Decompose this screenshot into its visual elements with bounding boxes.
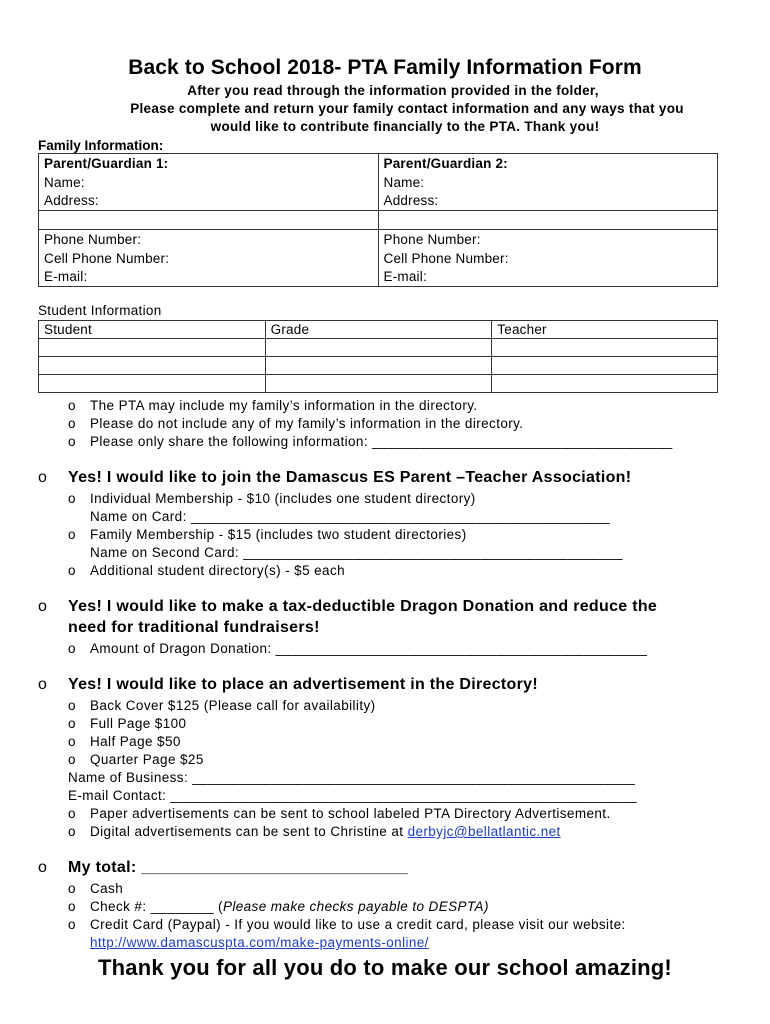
parent2-address-line2[interactable] <box>378 211 718 230</box>
grade-column-header: Grade <box>265 321 492 339</box>
checkbox-circle-icon[interactable]: o <box>68 698 76 713</box>
checkbox-circle-icon[interactable]: o <box>68 734 76 749</box>
note-text: Paper advertisements can be sent to school labeled PTA Directory Advertisement. <box>90 806 611 821</box>
email-link[interactable]: derbyjc@bellatlantic.net <box>407 824 561 839</box>
checkbox-circle-icon[interactable]: o <box>68 641 76 656</box>
cash-option[interactable] <box>68 881 123 896</box>
checkbox-circle-icon[interactable]: o <box>68 917 76 932</box>
parent1-header: Parent/Guardian 1: <box>39 154 379 173</box>
family-info-table <box>38 153 718 287</box>
parent1-address-field[interactable]: Address: <box>39 192 379 211</box>
intro-line-3: would like to contribute financially to the PTA. Thank you! <box>210 119 600 134</box>
credit-card-option[interactable] <box>68 917 626 932</box>
checkbox-circle-icon[interactable]: o <box>68 434 76 449</box>
teacher-cell[interactable] <box>492 375 718 393</box>
parent1-name-field[interactable]: Name: <box>39 173 379 192</box>
half-page-option[interactable] <box>68 734 181 749</box>
checkbox-circle-icon[interactable]: o <box>68 491 76 506</box>
student-cell[interactable] <box>39 339 266 357</box>
closing-message: Thank you for all you do to make our school amazing! <box>98 955 672 980</box>
grade-cell[interactable] <box>265 339 492 357</box>
payment-link[interactable] <box>90 935 429 950</box>
email-contact-field[interactable]: E-mail Contact: ___________________________________________________________ <box>68 788 638 803</box>
option-label: Check #: ________ ( <box>90 899 223 914</box>
checkbox-circle-icon[interactable]: o <box>38 598 48 615</box>
total-option[interactable] <box>38 859 408 877</box>
donation-heading-line2: need for traditional fundraisers! <box>68 619 320 636</box>
page-title: Back to School 2018- PTA Family Information Form <box>128 56 642 79</box>
membership-heading: Yes! I would like to join the Damascus ES Parent –Teacher Association! <box>68 469 632 486</box>
check-option[interactable] <box>68 899 489 914</box>
option-label: Please only share the following information: ______________________________________ <box>90 434 673 449</box>
checkbox-circle-icon[interactable]: o <box>68 881 76 896</box>
bullet-circle-icon: o <box>68 806 76 821</box>
advertisement-heading: Yes! I would like to place an advertisement in the Directory! <box>68 676 538 693</box>
teacher-column-header: Teacher <box>492 321 718 339</box>
donation-heading: Yes! I would like to make a tax-deductible Dragon Donation and reduce the <box>68 598 658 615</box>
donation-option[interactable] <box>38 598 657 616</box>
option-label: Amount of Dragon Donation: _______________________________________________ <box>90 641 648 656</box>
option-label: Family Membership - $15 (includes two student directories) <box>90 527 467 542</box>
checkbox-circle-icon[interactable]: o <box>38 859 48 876</box>
family-info-heading: Family Information: <box>38 138 164 153</box>
note-text: Digital advertisements can be sent to Christine at <box>90 824 404 839</box>
additional-directory-option[interactable] <box>68 563 345 578</box>
full-page-option[interactable] <box>68 716 186 731</box>
digital-ad-note <box>68 824 561 839</box>
teacher-cell[interactable] <box>492 357 718 375</box>
checkbox-circle-icon[interactable]: o <box>68 527 76 542</box>
option-label: Please do not include any of my family’s information in the directory. <box>90 416 524 431</box>
business-name-field[interactable]: Name of Business: ________________________________________________________ <box>68 770 636 785</box>
grade-cell[interactable] <box>265 357 492 375</box>
intro-line-1: After you read through the information provided in the folder, <box>187 83 599 98</box>
teacher-cell[interactable] <box>492 339 718 357</box>
checkbox-circle-icon[interactable]: o <box>68 398 76 413</box>
parent1-email-field[interactable]: E-mail: <box>39 268 379 287</box>
directory-option-partial[interactable] <box>68 434 673 449</box>
option-label: The PTA may include my family’s information in the directory. <box>90 398 478 413</box>
website-link[interactable]: http://www.damascuspta.com/make-payments-online/ <box>90 935 429 950</box>
option-label: Cash <box>90 881 124 896</box>
paper-ad-note <box>68 806 611 821</box>
check-note: Please make checks payable to DESPTA) <box>222 899 489 914</box>
option-label: Additional student directory(s) - $5 each <box>90 563 346 578</box>
checkbox-circle-icon[interactable]: o <box>68 563 76 578</box>
parent2-cell-field[interactable]: Cell Phone Number: <box>378 249 718 268</box>
membership-option[interactable] <box>38 469 631 487</box>
student-cell[interactable] <box>39 375 266 393</box>
parent1-address-line2[interactable] <box>39 211 379 230</box>
individual-membership-option[interactable] <box>68 491 476 506</box>
directory-option-exclude[interactable] <box>68 416 523 431</box>
checkbox-circle-icon[interactable]: o <box>38 469 48 486</box>
option-label: Quarter Page $25 <box>90 752 204 767</box>
total-field[interactable]: My total: _____________________________ <box>68 859 408 876</box>
option-label: Credit Card (Paypal) - If you would like to use a credit card, please visit our website: <box>90 917 626 932</box>
advertisement-option[interactable] <box>38 676 538 694</box>
parent2-phone-field[interactable]: Phone Number: <box>378 230 718 249</box>
parent2-email-field[interactable]: E-mail: <box>378 268 718 287</box>
back-cover-option[interactable] <box>68 698 376 713</box>
checkbox-circle-icon[interactable]: o <box>68 416 76 431</box>
checkbox-circle-icon[interactable]: o <box>68 899 76 914</box>
bullet-circle-icon: o <box>68 824 76 839</box>
option-label: Individual Membership - $10 (includes one student directory) <box>90 491 476 506</box>
parent2-address-field[interactable]: Address: <box>378 192 718 211</box>
parent2-header: Parent/Guardian 2: <box>378 154 718 173</box>
checkbox-circle-icon[interactable]: o <box>38 676 48 693</box>
checkbox-circle-icon[interactable]: o <box>68 716 76 731</box>
grade-cell[interactable] <box>265 375 492 393</box>
parent1-cell-field[interactable]: Cell Phone Number: <box>39 249 379 268</box>
family-membership-option[interactable] <box>68 527 467 542</box>
donation-amount-field[interactable] <box>68 641 647 656</box>
parent2-name-field[interactable]: Name: <box>378 173 718 192</box>
student-info-heading: Student Information <box>38 303 162 318</box>
checkbox-circle-icon[interactable]: o <box>68 752 76 767</box>
option-label: Full Page $100 <box>90 716 187 731</box>
intro-line-2: Please complete and return your family contact information and any ways that you <box>130 101 684 116</box>
student-cell[interactable] <box>39 357 266 375</box>
student-info-table <box>38 320 718 393</box>
student-column-header: Student <box>39 321 266 339</box>
quarter-page-option[interactable] <box>68 752 204 767</box>
parent1-phone-field[interactable]: Phone Number: <box>39 230 379 249</box>
name-on-second-card-field[interactable]: Name on Second Card: ________________________________________________ <box>90 545 623 560</box>
directory-option-include[interactable] <box>68 398 478 413</box>
option-label: Half Page $50 <box>90 734 181 749</box>
option-label: Back Cover $125 (Please call for availability) <box>90 698 376 713</box>
name-on-card-field[interactable]: Name on Card: _____________________________________________________ <box>90 509 611 524</box>
